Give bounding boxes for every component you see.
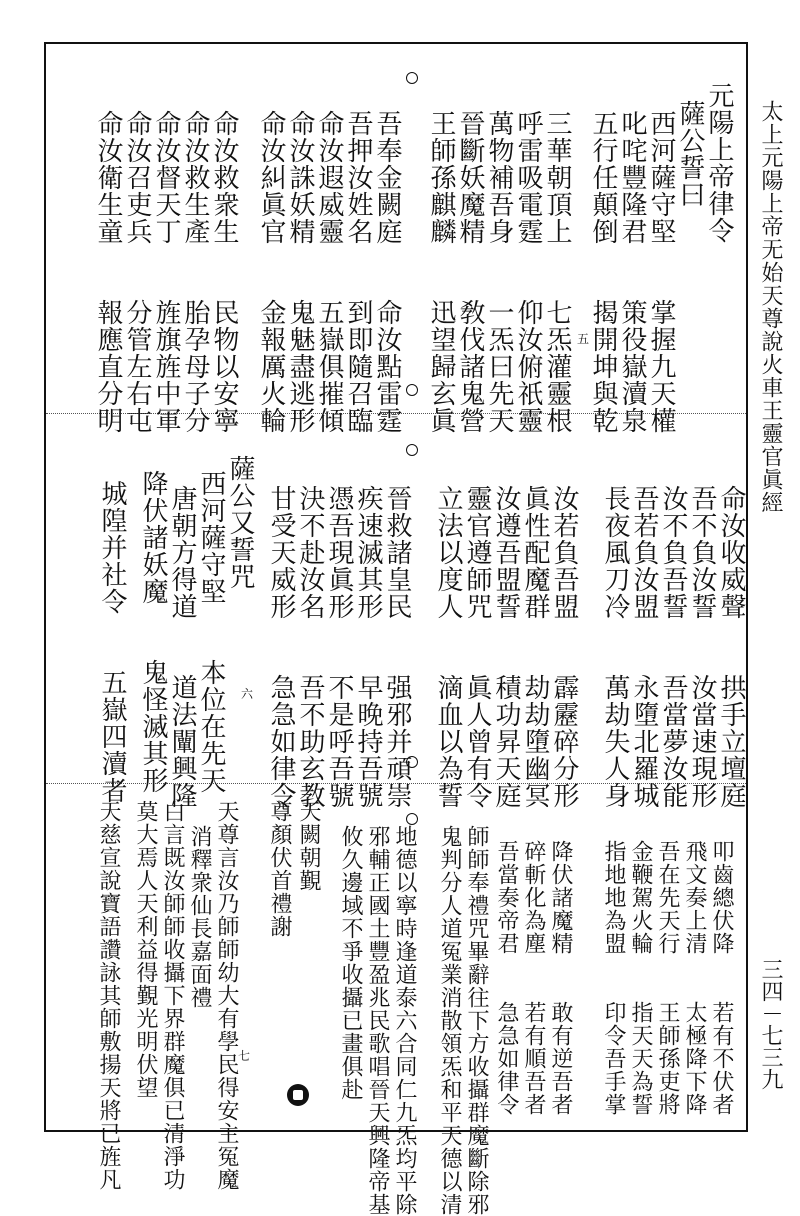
text-column: 晉救諸皇民 强邪并頑崇 bbox=[382, 485, 412, 809]
text-column: 汝不負吾誓 吾當夢汝能 bbox=[658, 485, 688, 809]
text-column: 三華朝頂上 七炁灌靈根 bbox=[542, 110, 572, 434]
page-marker: 七 bbox=[238, 1049, 251, 1063]
text-column: 西河薩守堅 本位在先天 bbox=[196, 470, 226, 794]
text-column: 眞性配魔群 劫劫墮幽冥 bbox=[520, 485, 550, 809]
text-column: 尊顏伏首禮謝 bbox=[267, 800, 292, 938]
page-marker: 六 bbox=[241, 687, 254, 701]
folio-number: 三四－七三九 bbox=[758, 958, 783, 1090]
text-column: 命汝收威聲 拱手立壇庭 bbox=[716, 485, 746, 809]
text-column: 元陽上帝律令 bbox=[704, 82, 734, 244]
text-column: 師師奉禮咒畢辭往下方收攝群魔斷除邪 bbox=[464, 825, 489, 1216]
text-column: 命汝救衆生 民物以安寧 bbox=[209, 110, 239, 434]
binding-circle bbox=[406, 72, 418, 84]
text-column: 命汝召吏兵 分管左右屯 bbox=[122, 110, 152, 434]
text-column: 薩公又誓咒 bbox=[225, 455, 255, 590]
binding-circle bbox=[406, 444, 418, 456]
text-column: 莫大焉人天利益得覲光明伏望 bbox=[133, 800, 158, 1099]
text-column: 指地地為盟 印令吾手掌 bbox=[601, 840, 626, 1116]
text-column: 命汝救生產 胎孕母子分 bbox=[180, 110, 210, 434]
text-column: 決不赴汝名 吾不助玄教 bbox=[295, 485, 325, 809]
text-column: 飛文奏上清 太極降下降 bbox=[682, 840, 707, 1116]
text-column: 地德以寧時逢道泰六合同仁九炁均平除 bbox=[392, 825, 417, 1216]
text-column: 甘受天威形 急急如律令 bbox=[266, 485, 296, 809]
text-column: 吾當奏帝君 急急如律令 bbox=[494, 840, 519, 1116]
binding-circle bbox=[406, 384, 418, 396]
text-column: 命汝遐威靈 五嶽俱摧傾 bbox=[314, 110, 344, 434]
text-column: 長夜風刀冷 萬劫失人身 bbox=[600, 485, 630, 809]
text-column: 消釋衆仙長嘉面禮 bbox=[187, 825, 212, 1009]
text-column: 汝遵吾盟誓 積功昇天庭 bbox=[491, 485, 521, 809]
text-column: 唐朝方得道 道法闡興隆 bbox=[167, 485, 197, 809]
text-column: 命汝誅妖精 鬼魅盡逃形 bbox=[285, 110, 315, 434]
text-column: 薩公誓曰 bbox=[675, 100, 705, 208]
text-column: 靈官遵師咒 眞人曾有令 bbox=[462, 485, 492, 809]
text-column: 金鞭駕火輪 指天天為誓 bbox=[628, 840, 653, 1116]
text-column: 城隍并社令 五嶽四瀆者 bbox=[97, 480, 127, 804]
text-column: 呼雷吸電霆 仰汝俯祇靈 bbox=[513, 110, 543, 434]
text-column: 降伏諸妖魔 鬼怪滅其形 bbox=[138, 470, 168, 794]
text-column: 吾押汝姓名 到即隨召臨 bbox=[343, 110, 373, 434]
text-column: 憑吾現眞形 不是呼吾號 bbox=[324, 485, 354, 809]
text-column: 萬物補吾身 一炁曰先天 bbox=[484, 110, 514, 434]
text-column: 吾在先天行 王師孫吏將 bbox=[655, 840, 680, 1116]
text-column: 王師孫麒麟 迅望歸玄眞 bbox=[426, 110, 456, 434]
text-column: 吾不負汝誓 汝當速現形 bbox=[687, 485, 717, 809]
sutra-title: 太上元陽上帝无始天尊說火車王靈官眞經 bbox=[758, 100, 783, 514]
text-column: 五行任顛倒 揭開坤與乾 bbox=[588, 110, 618, 434]
text-column: 鬼判分人道冤業消散領炁和平天德以清 bbox=[437, 825, 462, 1216]
text-column: 天尊言汝乃師師幼大有學民得安主冤魔 bbox=[214, 800, 239, 1191]
text-column: 命汝糾眞官 金報厲火輪 bbox=[256, 110, 286, 434]
text-column: 叩齒總伏降 若有不伏者 bbox=[709, 840, 734, 1116]
text-column: 天闕朝覲 bbox=[296, 800, 321, 892]
text-column: 邪輔正國土豐盈兆民歌唱晉天興隆帝基 bbox=[365, 825, 390, 1216]
text-column: 吾若負汝盟 永墮北羅城 bbox=[629, 485, 659, 809]
text-column: 立法以度人 滴血以為誓 bbox=[433, 485, 463, 809]
text-column: 天慈宣說寶語讚詠其師敷揚天將已旌凡 bbox=[96, 800, 121, 1191]
text-column: 白言既汝師師收攝下界群魔俱已清淨功 bbox=[160, 800, 185, 1191]
text-column: 吾奉金闕庭 命汝點雷霆 bbox=[372, 110, 402, 434]
text-column: 西河薩守堅 掌握九天權 bbox=[646, 110, 676, 434]
text-column: 命汝督天丁 旌旗旌中軍 bbox=[151, 110, 181, 434]
text-column: 碎斬化為塵 若有順吾者 bbox=[521, 840, 546, 1116]
text-column: 疾速滅其形 早晚持吾號 bbox=[353, 485, 383, 809]
text-column: 攸久邊域不爭收攝已畫俱赴 bbox=[338, 825, 363, 1101]
seal-mark bbox=[287, 1084, 309, 1106]
text-column: 汝若負吾盟 霹靂碎分形 bbox=[549, 485, 579, 809]
page-marker: 五 bbox=[577, 332, 590, 346]
text-column: 晉斷妖魔精 敎伐諸鬼營 bbox=[455, 110, 485, 434]
text-column: 降伏諸魔精 敢有逆吾者 bbox=[548, 840, 573, 1116]
text-column: 命汝衛生童 報應直分明 bbox=[93, 110, 123, 434]
binding-circle bbox=[406, 813, 418, 825]
text-column: 叱咤豐隆君 策役嶽瀆泉 bbox=[617, 110, 647, 434]
